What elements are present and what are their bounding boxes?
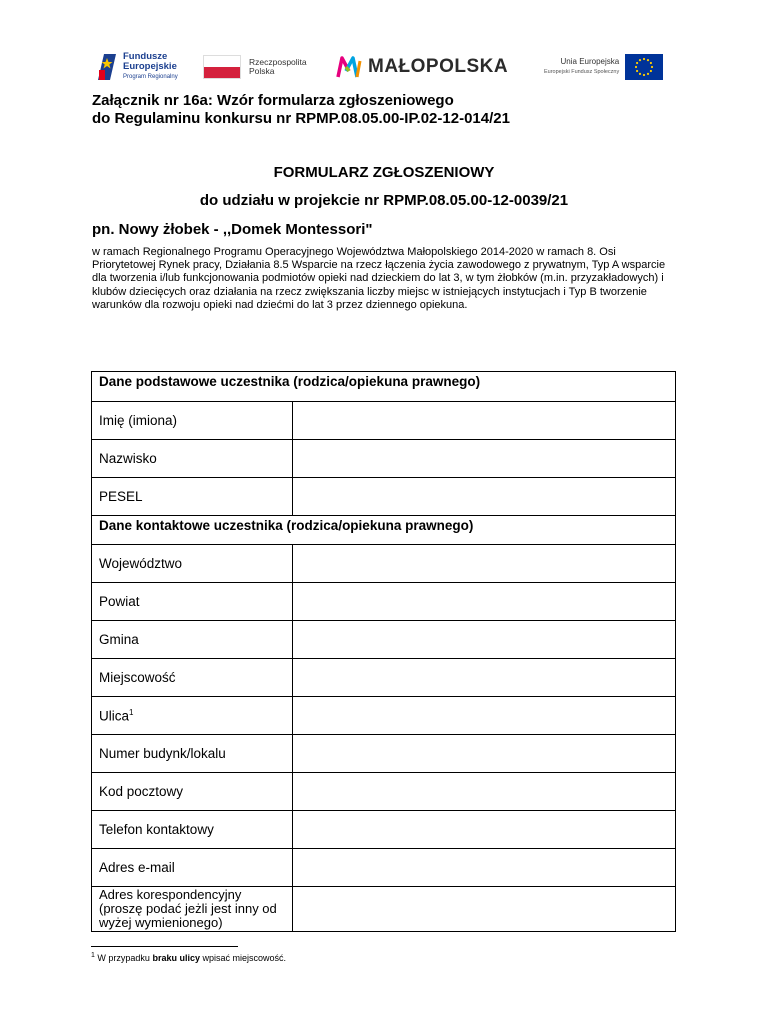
- field-label-postal-code: Kod pocztowy: [92, 773, 293, 811]
- ue-line1: Unia Europejska: [560, 57, 620, 66]
- table-row: [92, 402, 676, 440]
- field-label-phone: Telefon kontaktowy: [92, 811, 293, 849]
- registration-form-table: [91, 371, 676, 932]
- project-name: pn. Nowy żłobek - ,,Domek Montessori": [92, 221, 373, 238]
- footnote-pre: W przypadku: [97, 953, 153, 963]
- annex-line2: do Regulaminu konkursu nr RPMP.08.05.00-IP.02-12-014/21: [92, 110, 510, 127]
- fe-line3: Program Regionalny: [123, 74, 178, 80]
- logo-bar: [96, 48, 670, 86]
- field-label-locality: Miejscowość: [92, 659, 293, 697]
- annex-line1: Załącznik nr 16a: Wzór formularza zgłoszeniowego: [92, 92, 454, 109]
- fe-line2: Europejskie: [123, 61, 177, 72]
- field-input-last-name[interactable]: [293, 440, 676, 478]
- table-row: [92, 440, 676, 478]
- field-input-street[interactable]: [293, 697, 676, 735]
- street-label-text: Ulica: [99, 708, 130, 724]
- rzeczpospolita-logo: [203, 48, 307, 86]
- footnote-post: wpisać miejscowość.: [199, 953, 287, 963]
- field-label-correspondence: [92, 887, 293, 932]
- unia-europejska-logo: [544, 48, 663, 86]
- table-row: [92, 773, 676, 811]
- annex-heading: [92, 92, 510, 128]
- malopolska-m-icon: [336, 55, 362, 79]
- section-title-contact: Dane kontaktowe uczestnika (rodzica/opiekuna prawnego): [92, 516, 676, 545]
- field-input-building-number[interactable]: [293, 735, 676, 773]
- field-label-first-name: Imię (imiona): [92, 402, 293, 440]
- fe-line1: Fundusze: [123, 51, 168, 62]
- footnote-ref: 1: [129, 707, 134, 717]
- field-input-first-name[interactable]: [293, 402, 676, 440]
- table-row: [92, 478, 676, 516]
- field-input-commune[interactable]: [293, 621, 676, 659]
- field-input-correspondence[interactable]: [293, 887, 676, 932]
- ue-line2: Europejski Fundusz Społeczny: [544, 69, 620, 75]
- correspondence-line3: wyżej wymienionego): [99, 915, 223, 930]
- footnote-bold: braku ulicy: [152, 953, 200, 963]
- table-row: [92, 545, 676, 583]
- section-header-contact: [92, 516, 676, 545]
- field-input-locality[interactable]: [293, 659, 676, 697]
- field-input-voivodeship[interactable]: [293, 545, 676, 583]
- field-label-pesel: PESEL: [92, 478, 293, 516]
- form-subtitle: do udziału w projekcie nr RPMP.08.05.00-12-0039/21: [199, 192, 569, 209]
- field-label-last-name: Nazwisko: [92, 440, 293, 478]
- table-row: [92, 887, 676, 932]
- table-row: [92, 697, 676, 735]
- field-input-phone[interactable]: [293, 811, 676, 849]
- footnote-number: 1: [91, 952, 95, 959]
- correspondence-line2: (proszę podać jeżli jest inny od: [99, 901, 277, 916]
- field-label-email: Adres e-mail: [92, 849, 293, 887]
- malopolska-logo: [336, 48, 508, 86]
- table-row: [92, 735, 676, 773]
- field-label-county: Powiat: [92, 583, 293, 621]
- field-input-email[interactable]: [293, 849, 676, 887]
- table-row: [92, 811, 676, 849]
- footnote-separator: [91, 946, 238, 947]
- rp-line1: Rzeczpospolita: [249, 57, 307, 67]
- field-label-street: [92, 697, 293, 735]
- section-title-basic: Dane podstawowe uczestnika (rodzica/opiekuna prawnego): [92, 372, 676, 402]
- field-label-commune: Gmina: [92, 621, 293, 659]
- correspondence-line1: Adres korespondencyjny: [99, 887, 242, 902]
- table-row: [92, 621, 676, 659]
- field-input-pesel[interactable]: [293, 478, 676, 516]
- table-row: [92, 583, 676, 621]
- form-title: FORMULARZ ZGŁOSZENIOWY: [273, 164, 495, 181]
- field-input-postal-code[interactable]: [293, 773, 676, 811]
- table-row: [92, 659, 676, 697]
- polish-flag-icon: [203, 55, 241, 79]
- project-description: w ramach Regionalnego Programu Operacyjnego Województwa Małopolskiego 2014-2020 w ramach 8. Osi Priorytetowej Rynek pracy, Działania 8.5 Wsparcie na rzecz łączenia życia zawodowego z prywatnym, Typ A wsparcie dla tworzenia i/lub funkcjonowania podmiotów opieki nad dzieckiem do lat 3, w tym żłobków (m.in. przyzakładowych) i klubów dziecięcych oraz działania na rzecz zwiększania liczby miejsc w istniejących instytucjach i Typ B tworzenie warunków dla rozwoju opieki nad dziećmi do lat 3 przez dziennego opiekuna.: [92, 246, 666, 311]
- field-label-voivodeship: Województwo: [92, 545, 293, 583]
- footnote: [91, 952, 286, 963]
- malopolska-name: MAŁOPOLSKA: [368, 56, 509, 77]
- rp-line2: Polska: [249, 66, 275, 76]
- eu-flag-icon: [625, 54, 663, 80]
- table-row: [92, 849, 676, 887]
- field-label-building-number: Numer budynk/lokalu: [92, 735, 293, 773]
- section-header-basic: [92, 372, 676, 402]
- fe-star-icon: [96, 52, 118, 82]
- fundusze-europejskie-logo: [96, 48, 178, 86]
- field-input-county[interactable]: [293, 583, 676, 621]
